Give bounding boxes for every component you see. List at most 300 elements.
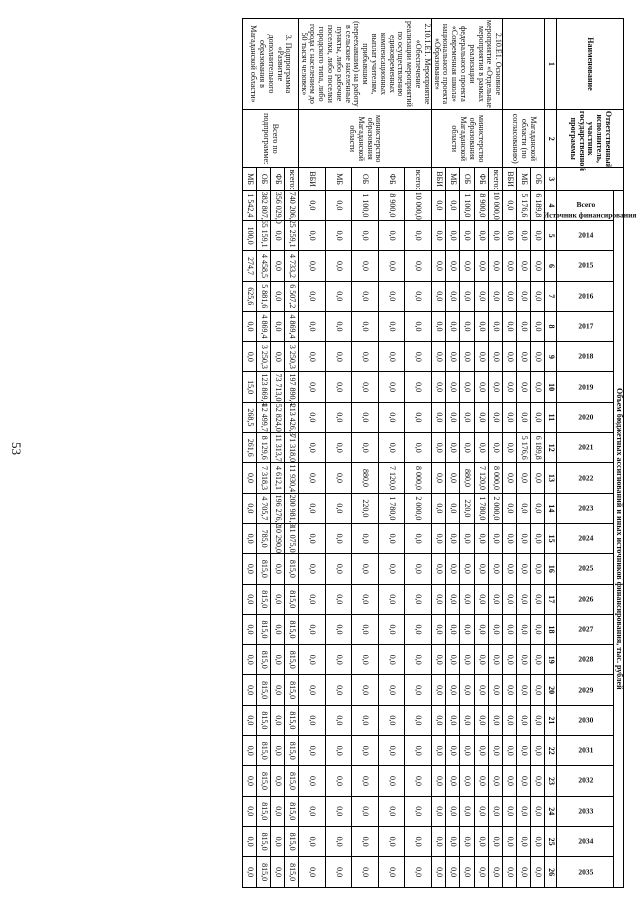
row-value: 0,0 [474, 342, 488, 372]
row-value: 0,0 [460, 221, 474, 251]
row-value: 0,0 [460, 645, 474, 675]
row-value: 8 000,0 [488, 463, 502, 493]
row-value: 0,0 [405, 705, 432, 735]
row-value: 0,0 [378, 342, 405, 372]
row-source: всего: [488, 168, 502, 190]
row-value: 0,0 [270, 826, 284, 856]
row-value: 625,6 [242, 281, 256, 311]
row-value: 0,0 [352, 281, 379, 311]
header-year [557, 584, 614, 614]
row-source: МБ [517, 168, 531, 190]
row-value: 0,0 [352, 523, 379, 553]
header-year [557, 281, 614, 311]
row-value: 11 075,0 [284, 523, 298, 553]
row-value: 6 507,2 [284, 281, 298, 311]
row-value: 0,0 [460, 554, 474, 584]
row-value: 0,0 [298, 433, 325, 463]
column-number: 24 [545, 796, 557, 826]
header-year [557, 221, 614, 251]
row-total: 10 000,0 [405, 190, 432, 220]
column-number: 25 [545, 826, 557, 856]
row-value: 0,0 [352, 433, 379, 463]
row-value: 0,0 [503, 342, 517, 372]
row-source: МБ [446, 168, 460, 190]
row-value: 0,0 [378, 311, 405, 341]
row-value: 0,0 [325, 675, 352, 705]
row-value: 0,0 [474, 796, 488, 826]
row-value: 0,0 [405, 402, 432, 432]
row-value: 0,0 [431, 675, 445, 705]
row-value: 0,0 [270, 281, 284, 311]
row-total: 0,0 [298, 190, 325, 220]
row-value: 0,0 [378, 433, 405, 463]
row-value: 0,0 [474, 584, 488, 614]
row-value: 0,0 [503, 705, 517, 735]
row-value: 0,0 [325, 826, 352, 856]
header-source-label: Источник финансирования [543, 210, 637, 220]
row-value: 815,0 [284, 826, 298, 856]
table-row [531, 19, 545, 888]
row-value: 0,0 [298, 523, 325, 553]
row-value: 0,0 [270, 311, 284, 341]
row-value: 0,0 [298, 372, 325, 402]
row-value: 0,0 [352, 736, 379, 766]
row-value: 0,0 [431, 493, 445, 523]
row-value: 0,0 [325, 736, 352, 766]
row-value: 0,0 [503, 826, 517, 856]
row-value: 0,0 [503, 372, 517, 402]
row-value: 0,0 [460, 311, 474, 341]
header-year [557, 372, 614, 402]
row-value: 0,0 [517, 766, 531, 796]
row-value: 0,0 [446, 251, 460, 281]
row-total: 6 189,8 [531, 190, 545, 220]
row-value: 0,0 [325, 281, 352, 311]
row-value: 0,0 [298, 221, 325, 251]
row-value: 0,0 [270, 645, 284, 675]
row-value: 815,0 [284, 705, 298, 735]
row-value: 0,0 [352, 645, 379, 675]
row-value: 0,0 [531, 675, 545, 705]
header-name: Наименование [557, 19, 624, 110]
row-value: 8 000,0 [405, 463, 432, 493]
page-number: 53 [9, 442, 24, 455]
row-value: 0,0 [503, 463, 517, 493]
row-value: 0,0 [446, 614, 460, 644]
row-value: 0,0 [446, 281, 460, 311]
row-value: 0,0 [270, 251, 284, 281]
row-value: 0,0 [488, 281, 502, 311]
row-value: 0,0 [531, 705, 545, 735]
row-value: 0,0 [405, 311, 432, 341]
row-value: 100,0 [242, 221, 256, 251]
column-number: 22 [545, 736, 557, 766]
row-value: 0,0 [352, 372, 379, 402]
row-value: 0,0 [270, 675, 284, 705]
row-value: 5 881,6 [256, 281, 270, 311]
row-value: 0,0 [325, 402, 352, 432]
row-value: 0,0 [503, 311, 517, 341]
row-value: 815,0 [284, 614, 298, 644]
row-value: 0,0 [446, 342, 460, 372]
row-value: 0,0 [242, 311, 256, 341]
column-number: 4 [545, 190, 557, 220]
row-value: 0,0 [405, 614, 432, 644]
header-year-label: 2030 [577, 715, 593, 725]
row-value: 0,0 [531, 221, 545, 251]
row-value: 213 426,3 [284, 402, 298, 432]
row-value: 11 930,4 [284, 463, 298, 493]
row-value: 0,0 [352, 342, 379, 372]
row-value: 0,0 [325, 493, 352, 523]
row-value: 6 189,8 [531, 433, 545, 463]
header-year-label: 2026 [577, 594, 593, 604]
row-value: 815,0 [256, 736, 270, 766]
row-value: 0,0 [488, 554, 502, 584]
row-value: 0,0 [517, 372, 531, 402]
header-year [557, 796, 614, 826]
row-value: 0,0 [503, 796, 517, 826]
row-value: 0,0 [325, 554, 352, 584]
header-year-label: 2021 [577, 442, 593, 452]
header-year [557, 251, 614, 281]
table-row [405, 19, 432, 888]
row-value: 0,0 [352, 554, 379, 584]
row-value: 0,0 [298, 402, 325, 432]
row-value: 0,0 [531, 614, 545, 644]
row-value: 0,0 [431, 433, 445, 463]
row-value: 0,0 [352, 614, 379, 644]
row-value: 0,0 [242, 736, 256, 766]
column-number: 12 [545, 433, 557, 463]
row-source: ФБ [270, 168, 284, 190]
header-volume: Объем бюджетных ассигнований и иных источников финансирования, тыс. рублей [614, 190, 624, 887]
row-value: 0,0 [517, 342, 531, 372]
column-number: 9 [545, 342, 557, 372]
row-value: 0,0 [378, 372, 405, 402]
column-number: 1 [545, 19, 557, 110]
row-value: 0,0 [531, 584, 545, 614]
header-year-label: 2022 [577, 472, 593, 482]
row-value: 0,0 [446, 523, 460, 553]
row-value: 815,0 [256, 705, 270, 735]
row-value: 0,0 [531, 251, 545, 281]
row-value: 2 000,0 [488, 493, 502, 523]
row-value: 0,0 [460, 675, 474, 705]
row-value: 0,0 [242, 614, 256, 644]
row-value: 0,0 [352, 311, 379, 341]
row-name: 2.10.Е1. Основное мероприятие «Отдельные мероприятия в рамках реализации федерального проекта «Современная школа» национального проекта «Образование» [432, 20, 504, 108]
row-value: 1 780,0 [474, 493, 488, 523]
row-value: 0,0 [474, 251, 488, 281]
row-value: 2 000,0 [405, 493, 432, 523]
row-name: 3. Подпрограмма «Развитие дополнительного образования в Магаданской области» [242, 19, 298, 110]
row-name: 2.10.1.Е1. Мероприятие «Обеспечение реализации мероприятий по осуществлению единовременных компенсационных выплат учителям, прибывшим (переехавшим) на работу в сельские населенные пункты, либо рабочие поселки, либо поселки городского типа, либо города с населением до 50 тысяч человек» [298, 19, 431, 110]
row-value: 0,0 [378, 826, 405, 856]
row-value: 815,0 [284, 645, 298, 675]
row-value: 0,0 [352, 402, 379, 432]
row-value: 880,0 [460, 463, 474, 493]
row-value: 0,0 [460, 614, 474, 644]
header-year-label: 2015 [577, 260, 593, 270]
row-value: 0,0 [488, 523, 502, 553]
row-value: 0,0 [474, 705, 488, 735]
row-value: 0,0 [405, 433, 432, 463]
column-number: 2 [545, 109, 557, 168]
row-value: 197 890,4 [284, 372, 298, 402]
row-value: 0,0 [298, 554, 325, 584]
row-value: 0,0 [446, 372, 460, 402]
header-year-label: 2035 [577, 866, 593, 876]
row-value: 4 869,4 [256, 311, 270, 341]
row-value: 0,0 [531, 402, 545, 432]
row-executor: Всего по подпрограмме: [242, 109, 298, 168]
row-value: 0,0 [446, 584, 460, 614]
row-value: 0,0 [503, 281, 517, 311]
row-value: 0,0 [325, 433, 352, 463]
header-year [557, 857, 614, 888]
row-value: 0,0 [405, 281, 432, 311]
table-row [284, 19, 298, 888]
row-value: 0,0 [242, 766, 256, 796]
row-value: 0,0 [378, 705, 405, 735]
row-value: 52 824,0 [270, 402, 284, 432]
row-value: 0,0 [474, 736, 488, 766]
row-value: 0,0 [242, 645, 256, 675]
row-value: 0,0 [488, 372, 502, 402]
row-value: 261,6 [242, 433, 256, 463]
row-value: 0,0 [488, 614, 502, 644]
row-value: 0,0 [446, 705, 460, 735]
row-value: 0,0 [270, 766, 284, 796]
row-value: 4 612,1 [270, 463, 284, 493]
row-value: 0,0 [517, 584, 531, 614]
row-value: 0,0 [503, 675, 517, 705]
row-source: ВБИ [298, 168, 325, 190]
column-number: 10 [545, 372, 557, 402]
row-value: 0,0 [405, 675, 432, 705]
row-value: 0,0 [270, 342, 284, 372]
row-value: 0,0 [503, 766, 517, 796]
row-value: 0,0 [531, 493, 545, 523]
row-value: 71 318,0 [284, 433, 298, 463]
row-value: 0,0 [517, 705, 531, 735]
row-source: ОБ [256, 168, 270, 190]
header-year [557, 645, 614, 675]
row-value: 0,0 [298, 251, 325, 281]
row-value: 0,0 [325, 614, 352, 644]
column-number: 8 [545, 311, 557, 341]
row-value: 0,0 [325, 796, 352, 826]
row-value: 815,0 [284, 675, 298, 705]
row-value: 0,0 [352, 857, 379, 888]
row-value: 0,0 [517, 281, 531, 311]
row-value: 0,0 [298, 796, 325, 826]
row-value: 0,0 [431, 342, 445, 372]
header-year-label: 2027 [577, 624, 593, 634]
row-value: 0,0 [446, 826, 460, 856]
row-value: 0,0 [378, 402, 405, 432]
row-value: 0,0 [298, 675, 325, 705]
row-value: 0,0 [446, 645, 460, 675]
column-number: 14 [545, 493, 557, 523]
row-value: 0,0 [378, 614, 405, 644]
row-value: 815,0 [284, 766, 298, 796]
row-value: 815,0 [284, 554, 298, 584]
row-executor: Магаданской области (по согласованию) [503, 109, 545, 168]
row-total: 1 100,0 [352, 190, 379, 220]
row-value: 0,0 [517, 645, 531, 675]
row-value: 0,0 [474, 221, 488, 251]
row-value: 0,0 [446, 736, 460, 766]
row-value: 0,0 [405, 766, 432, 796]
row-value: 0,0 [531, 796, 545, 826]
row-value: 0,0 [517, 614, 531, 644]
row-value: 0,0 [446, 463, 460, 493]
row-value: 0,0 [325, 463, 352, 493]
row-value: 0,0 [431, 736, 445, 766]
row-value: 0,0 [270, 705, 284, 735]
header-year [557, 614, 614, 644]
row-source: МБ [242, 168, 256, 190]
row-value: 0,0 [488, 645, 502, 675]
row-value: 0,0 [270, 796, 284, 826]
row-value: 0,0 [488, 766, 502, 796]
row-value: 4 733,2 [284, 251, 298, 281]
row-value: 0,0 [488, 705, 502, 735]
row-value: 0,0 [503, 221, 517, 251]
row-value: 0,0 [352, 826, 379, 856]
row-value: 0,0 [488, 342, 502, 372]
row-value: 0,0 [503, 251, 517, 281]
row-value: 268,5 [242, 402, 256, 432]
row-value: 0,0 [460, 736, 474, 766]
row-value: 0,0 [298, 614, 325, 644]
row-value: 0,0 [474, 281, 488, 311]
row-value: 0,0 [446, 857, 460, 888]
row-value: 200 981,9 [284, 493, 298, 523]
row-value: 0,0 [378, 554, 405, 584]
row-value: 274,7 [242, 251, 256, 281]
row-value: 0,0 [242, 584, 256, 614]
row-value: 0,0 [242, 826, 256, 856]
row-value: 0,0 [474, 826, 488, 856]
row-value: 0,0 [325, 342, 352, 372]
row-value: 0,0 [431, 221, 445, 251]
row-value: 0,0 [446, 433, 460, 463]
row-value: 0,0 [488, 826, 502, 856]
row-value: 880,0 [352, 463, 379, 493]
row-value: 5 159,1 [256, 221, 270, 251]
row-value: 0,0 [531, 342, 545, 372]
header-year [557, 463, 614, 493]
row-value: 0,0 [270, 221, 284, 251]
row-value: 0,0 [431, 554, 445, 584]
row-value: 0,0 [503, 402, 517, 432]
row-value: 0,0 [378, 766, 405, 796]
header-year-label: 2019 [577, 382, 593, 391]
row-value: 0,0 [431, 523, 445, 553]
row-value: 785,0 [256, 523, 270, 553]
row-value: 0,0 [531, 463, 545, 493]
row-value: 0,0 [460, 372, 474, 402]
row-value: 0,0 [460, 251, 474, 281]
row-value: 0,0 [378, 221, 405, 251]
row-value: 0,0 [446, 675, 460, 705]
row-source: всего: [284, 168, 298, 190]
rotated-page [54, 18, 637, 888]
row-value: 0,0 [503, 554, 517, 584]
row-value: 0,0 [298, 342, 325, 372]
row-value: 0,0 [298, 857, 325, 888]
row-value: 0,0 [270, 584, 284, 614]
row-value: 0,0 [242, 705, 256, 735]
row-total: 8 900,0 [378, 190, 405, 220]
row-value: 0,0 [503, 645, 517, 675]
row-value: 4 869,4 [284, 311, 298, 341]
row-value: 0,0 [325, 766, 352, 796]
header-year [557, 493, 614, 523]
row-total: 10 000,0 [488, 190, 502, 220]
row-value: 0,0 [298, 826, 325, 856]
row-value: 815,0 [256, 857, 270, 888]
row-total: 8 900,0 [474, 190, 488, 220]
row-value: 0,0 [352, 584, 379, 614]
row-value: 0,0 [474, 645, 488, 675]
header-year [557, 342, 614, 372]
column-number: 16 [545, 554, 557, 584]
row-value: 0,0 [446, 554, 460, 584]
column-number: 23 [545, 766, 557, 796]
row-value: 815,0 [256, 796, 270, 826]
row-value: 0,0 [298, 766, 325, 796]
row-value: 0,0 [298, 463, 325, 493]
row-value: 0,0 [431, 705, 445, 735]
row-value: 0,0 [431, 463, 445, 493]
row-value: 0,0 [378, 796, 405, 826]
row-value: 0,0 [242, 342, 256, 372]
row-value: 0,0 [270, 857, 284, 888]
row-value: 0,0 [446, 402, 460, 432]
row-value: 0,0 [298, 645, 325, 675]
row-value: 815,0 [256, 554, 270, 584]
row-value: 0,0 [405, 221, 432, 251]
row-value: 7 120,0 [474, 463, 488, 493]
row-value: 0,0 [298, 736, 325, 766]
row-value: 815,0 [284, 857, 298, 888]
row-value: 0,0 [531, 372, 545, 402]
row-value: 0,0 [405, 251, 432, 281]
row-value: 0,0 [488, 251, 502, 281]
row-value: 3 250,3 [256, 342, 270, 372]
row-value: 0,0 [378, 675, 405, 705]
row-executor: министерство образования Магаданской области [431, 109, 502, 168]
row-value: 0,0 [488, 402, 502, 432]
row-value: 0,0 [431, 645, 445, 675]
row-value: 0,0 [325, 584, 352, 614]
row-value: 0,0 [325, 372, 352, 402]
row-value: 815,0 [256, 766, 270, 796]
header-year [557, 826, 614, 856]
row-value: 196 276,2 [270, 493, 284, 523]
row-value: 5 259,1 [284, 221, 298, 251]
row-value: 0,0 [531, 554, 545, 584]
column-number: 6 [545, 251, 557, 281]
row-value: 0,0 [503, 493, 517, 523]
row-value: 0,0 [517, 523, 531, 553]
row-value: 815,0 [256, 584, 270, 614]
row-value: 123 869,4 [256, 372, 270, 402]
